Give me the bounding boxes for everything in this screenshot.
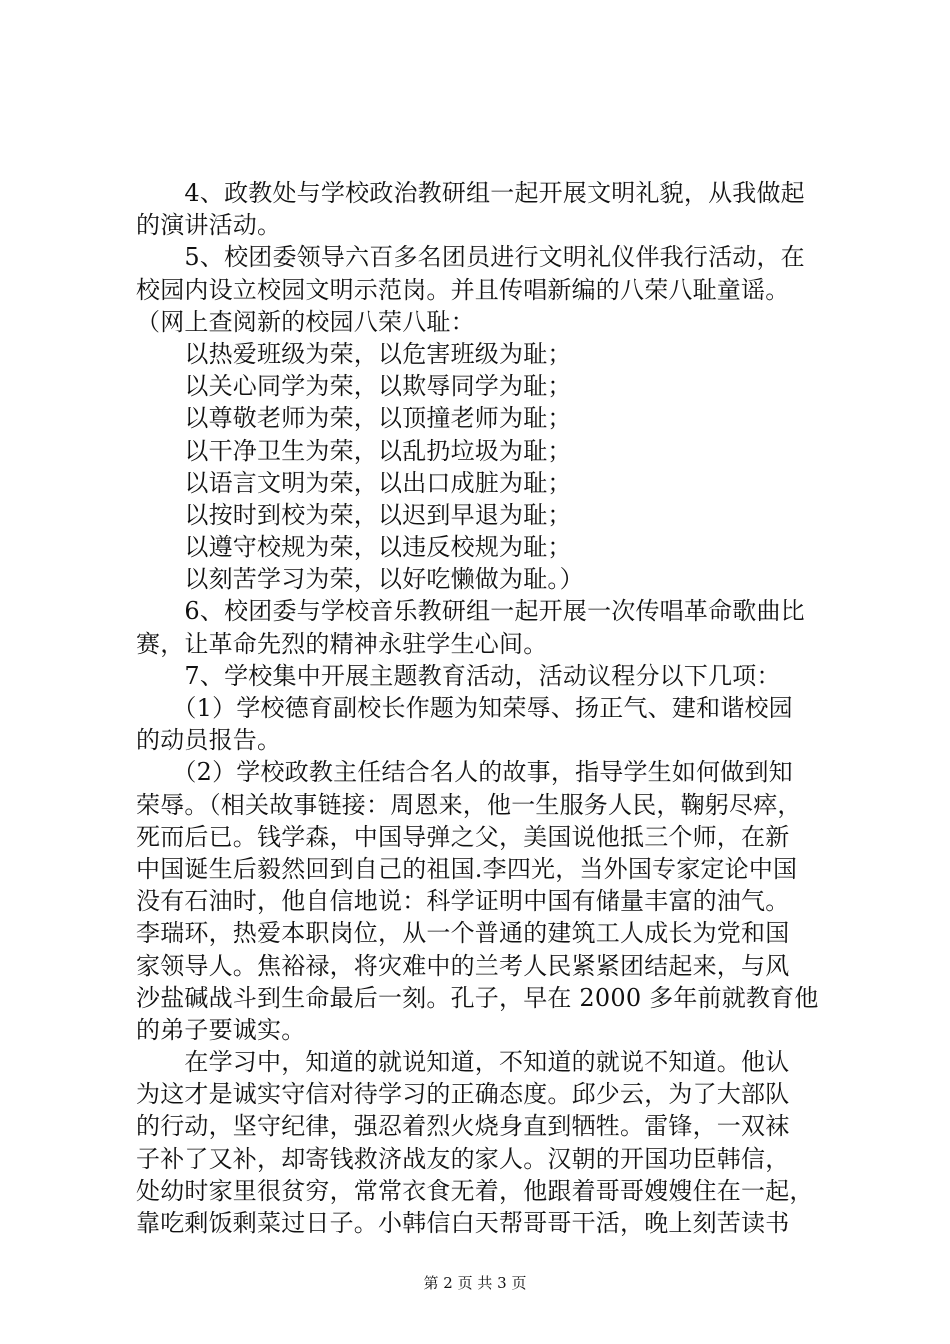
text-line: 中国诞生后毅然回到自己的祖国.李四光，当外国专家定论中国 xyxy=(136,854,798,883)
text-line: 以语言文明为荣，以出口成脏为耻； xyxy=(136,468,572,497)
text-line: 6、校团委与学校音乐教研组一起开展一次传唱革命歌曲比 xyxy=(136,597,805,626)
text-line: 子补了又补，却寄钱救济战友的家人。汉朝的开国功臣韩信， xyxy=(136,1144,790,1173)
text-line: （2）学校政教主任结合名人的故事，指导学生如何做到知 xyxy=(136,758,793,787)
text-line: 的行动，坚守纪律，强忍着烈火烧身直到牺牲。雷锋，一双袜 xyxy=(136,1112,790,1141)
text-line: 靠吃剩饭剩菜过日子。小韩信白天帮哥哥干活，晚上刻苦读书 xyxy=(136,1209,790,1237)
text-line: 以刻苦学习为荣，以好吃懒做为耻。） xyxy=(136,565,584,594)
text-line: 7、学校集中开展主题教育活动，活动议程分以下几项： xyxy=(136,661,781,690)
page-footer: 第 2 页 共 3 页 xyxy=(423,1274,527,1292)
text-line: 的演讲活动。 xyxy=(136,211,282,240)
text-line: 家领导人。焦裕禄，将灾难中的兰考人民紧紧团结起来，与风 xyxy=(136,951,790,980)
text-line: 以按时到校为荣，以迟到早退为耻； xyxy=(136,500,572,529)
text-line: 荣辱。（相关故事链接：周恩来，他一生服务人民，鞠躬尽瘁， xyxy=(136,790,802,819)
text-line: （1）学校德育副校长作题为知荣辱、扬正气、建和谐校园 xyxy=(136,694,793,722)
text-line: 赛，让革命先烈的精神永驻学生心间。 xyxy=(136,629,548,658)
text-line: 以热爱班级为荣，以危害班级为耻； xyxy=(136,339,572,368)
text-line: 死而后已。钱学森，中国导弹之父，美国说他抵三个师，在新 xyxy=(136,822,790,851)
text-line: 的弟子要诚实。 xyxy=(136,1015,306,1044)
text-line: 为这才是诚实守信对待学习的正确态度。邱少云，为了大部队 xyxy=(136,1080,790,1109)
text-line: 在学习中，知道的就说知道，不知道的就说不知道。他认 xyxy=(136,1048,790,1077)
text-line: 以关心同学为荣，以欺辱同学为耻； xyxy=(136,372,572,401)
text-line: 以干净卫生为荣，以乱扔垃圾为耻； xyxy=(136,436,572,465)
text-line: 处幼时家里很贫穷，常常衣食无着，他跟着哥哥嫂嫂住在一起， xyxy=(136,1176,814,1205)
text-line: 5、校团委领导六百多名团员进行文明礼仪伴我行活动，在 xyxy=(136,243,805,272)
text-line: 的动员报告。 xyxy=(136,726,282,755)
body-text xyxy=(136,177,826,1239)
text-line: 以尊敬老师为荣，以顶撞老师为耻； xyxy=(136,404,572,433)
text-line: 李瑞环，热爱本职岗位，从一个普通的建筑工人成长为党和国 xyxy=(136,919,790,948)
text-line: 没有石油时，他自信地说：科学证明中国有储量丰富的油气。 xyxy=(136,887,790,916)
text-line: 校园内设立校园文明示范岗。并且传唱新编的八荣八耻童谣。 xyxy=(136,275,790,304)
text-line: （网上查阅新的校园八荣八耻： xyxy=(136,307,475,336)
text-line: 沙盐碱战斗到生命最后一刻。孔子，早在 2000 多年前就教育他 xyxy=(136,983,819,1012)
text-line: 以遵守校规为荣，以违反校规为耻； xyxy=(136,533,572,562)
text-line: 4、政教处与学校政治教研组一起开展文明礼貌，从我做起 xyxy=(136,179,805,207)
